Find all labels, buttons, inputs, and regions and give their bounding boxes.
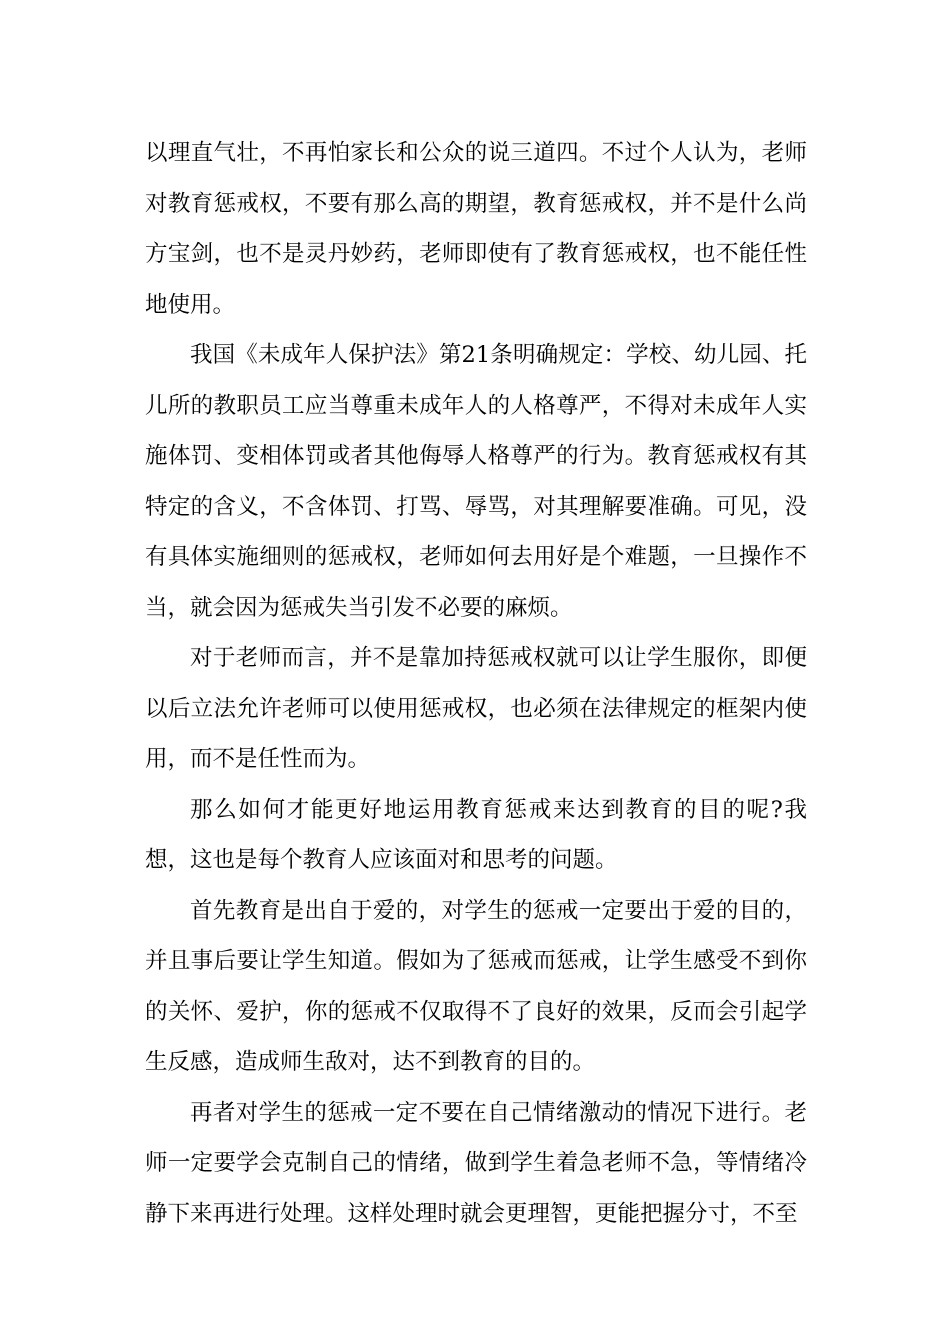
paragraph: 以理直气壮，不再怕家长和公众的说三道四。不过个人认为，老师对教育惩戒权，不要有那么高的期望，教育惩戒权，并不是什么尚方宝剑，也不是灵丹妙药，老师即使有了教育惩戒权，也不能任性地使用。 (145, 140, 807, 318)
paragraph: 首先教育是出自于爱的，对学生的惩戒一定要出于爱的目的，并且事后要让学生知道。假如为了惩戒而惩戒，让学生感受不到你的关怀、爱护，你的惩戒不仅取得不了良好的效果，反而会引起学生反感，造成师生敌对，达不到教育的目的。 (145, 897, 807, 1075)
paragraph: 我国《未成年人保护法》第21条明确规定：学校、幼儿园、托儿所的教职员工应当尊重未成年人的人格尊严，不得对未成年人实施体罚、变相体罚或者其他侮辱人格尊严的行为。教育惩戒权有其特定的含义，不含体罚、打骂、辱骂，对其理解要准确。可见，没有具体实施细则的惩戒权，老师如何去用好是个难题，一旦操作不当，就会因为惩戒失当引发不必要的麻烦。 (145, 342, 807, 621)
paragraph: 那么如何才能更好地运用教育惩戒来达到教育的目的呢?我想，这也是每个教育人应该面对和思考的问题。 (145, 796, 807, 873)
document-body (145, 128, 807, 1239)
paragraph: 对于老师而言，并不是靠加持惩戒权就可以让学生服你，即便以后立法允许老师可以使用惩戒权，也必须在法律规定的框架内使用，而不是任性而为。 (145, 645, 807, 772)
paragraph: 再者对学生的惩戒一定不要在自己情绪激动的情况下进行。老师一定要学会克制自己的情绪，做到学生着急老师不急，等情绪冷静下来再进行处理。这样处理时就会更理智，更能把握分寸，不至 (145, 1099, 807, 1227)
